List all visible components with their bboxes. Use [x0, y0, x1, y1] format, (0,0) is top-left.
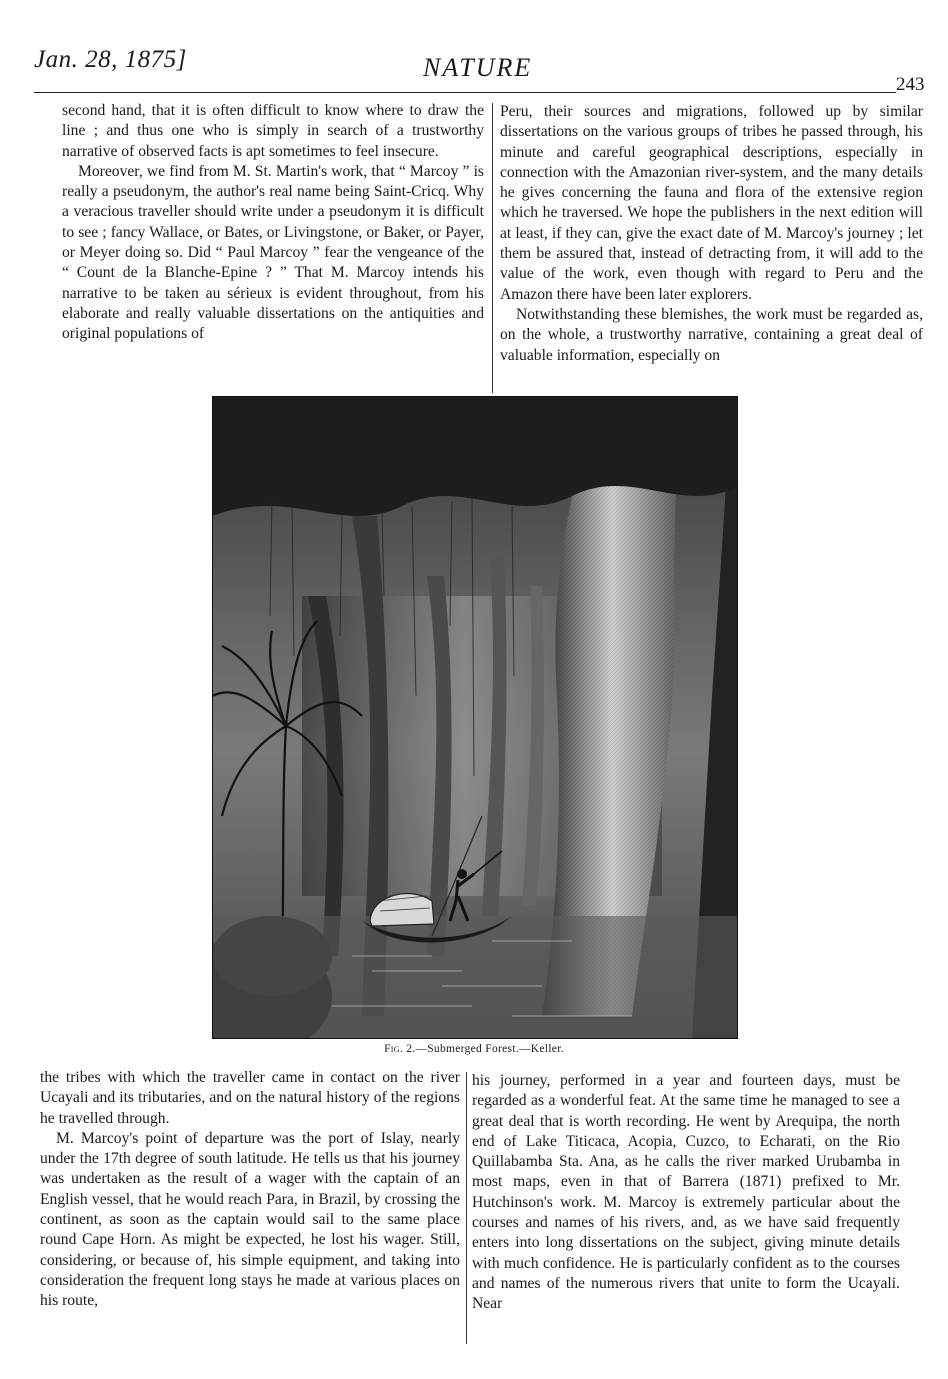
figure-caption [0, 1043, 948, 1055]
paragraph: M. Marcoy's point of departure was the port of Islay, nearly under the 17th degree of south latitude. He tells us that his journey was undertaken as the result of a wager with the captain of an English vessel, that he would reach Para, in Brazil, by crossing the continent, as soon as the captain would sail to the same place round Cape Horn. As might be expected, he lost his wager. Still, considering, or because of, his simple equipment, and taking into consideration the frequent long stays he made at various places on his route, [40, 1129, 460, 1310]
header-rule [34, 92, 896, 93]
column-top-left [62, 101, 484, 345]
caption-text: —Submerged Forest.—Keller. [415, 1043, 564, 1055]
paragraph: Notwithstanding these blemishes, the work must be regarded as, on the whole, a trustworthy narrative, containing a great deal of valuable information, especially on [500, 305, 923, 364]
column-divider [492, 103, 493, 393]
caption-label: Fig. 2. [384, 1043, 416, 1055]
column-divider [466, 1072, 467, 1344]
paragraph: Peru, their sources and migrations, followed up by similar dissertations on the various groups of tribes he passed through, his minute and careful geographical descriptions, especially in connection with the Amazonian river-system, and the many details he gives concerning the fauna and flora of the extensive region which he traversed. We hope the publishers in the next edition will at least, if they can, give the exact date of M. Marcoy's journey ; let them be assured that, instead of detracting from, it will add to the value of the work, even though with regard to Peru and the Amazon there have been later explorers. [500, 103, 923, 303]
column-bottom-left [40, 1068, 460, 1312]
running-head-date: Jan. 28, 1875] [34, 46, 187, 73]
page-number: 243 [896, 74, 925, 95]
column-bottom-right [472, 1071, 900, 1315]
paragraph: Moreover, we find from M. St. Martin's work, that “ Marcoy ” is really a pseudonym, the author's real name being Saint-Cricq. Why a veracious traveller should write under a pseudonym it is difficult to see ; fancy Wallace, or Bates, or Livingstone, or Baker, or Payer, or Meyer doing so. Did “ Paul Marcoy ” fear the vengeance of the “ Count de la Blanche-Epine ? ” That M. Marcoy intends his narrative to be taken au sérieux is evident throughout, from his elaborate and really valuable dissertations on the antiquities and original populations of [62, 162, 484, 343]
running-head-journal-title: NATURE [423, 53, 533, 82]
paragraph: second hand, that it is often difficult to know where to draw the line ; and thus one who is simply in search of a trustworthy narrative of observed facts is apt sometimes to feel insecure. [62, 102, 484, 160]
paragraph: his journey, performed in a year and fourteen days, must be regarded as a wonderful feat. At the same time he managed to see a great deal that is worth recording. He went by Arequipa, the north end of Lake Titicaca, Acopia, Cuzco, to Echarati, on the Rio Quillabamba Sta. Ana, as he calls the river marked Urubamba in most maps, even in that of Barrera (1871) prefixed to Mr. Hutchinson's work. M. Marcoy is extremely particular about the courses and names of his rivers, and, as we have said frequently enters into long dissertations on the subject, giving minute details with much confidence. He is particularly confident as to the courses and names of the numerous rivers that unite to form the Ucayali. Near [472, 1072, 900, 1313]
paragraph: the tribes with which the traveller came in contact on the river Ucayali and its tributaries, and on the natural history of the regions he travelled through. [40, 1069, 460, 1127]
column-top-right [500, 102, 923, 366]
engraving-submerged-forest [212, 396, 738, 1039]
